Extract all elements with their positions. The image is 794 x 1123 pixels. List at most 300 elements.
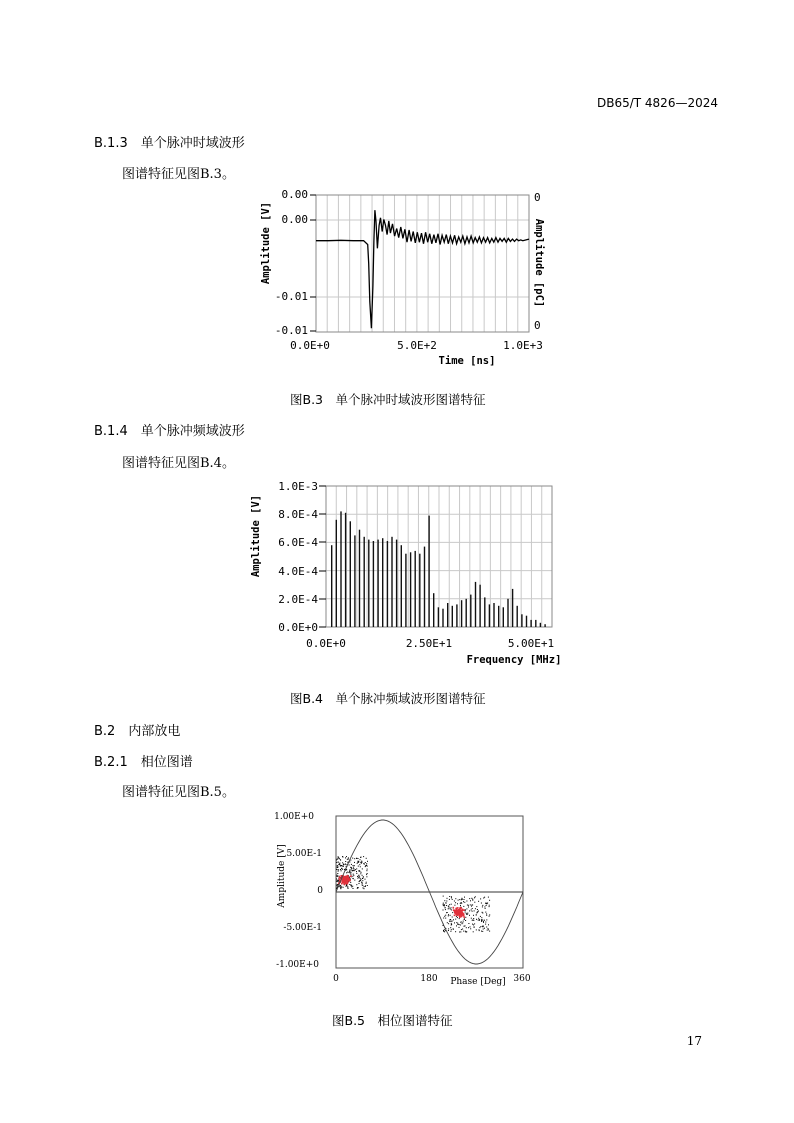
bar [530, 620, 531, 627]
scatter-point [350, 874, 351, 875]
scatter-point [362, 868, 363, 869]
scatter-point [360, 857, 361, 858]
scatter-point [443, 896, 444, 897]
section-heading-b2: B.2 内部放电 [94, 724, 181, 739]
scatter-point [351, 872, 352, 873]
scatter-point [450, 931, 451, 932]
scatter-point [461, 898, 462, 899]
scatter-point [337, 869, 338, 870]
scatter-point-dense [339, 878, 341, 880]
scatter-point [362, 862, 363, 863]
y-tick-label: 8.0E-4 [278, 508, 318, 521]
scatter-point [472, 899, 473, 900]
scatter-point [352, 858, 353, 859]
scatter-point [340, 865, 341, 866]
bar [503, 607, 504, 627]
scatter-point [489, 905, 490, 906]
scatter-point [346, 869, 347, 870]
scatter-point [337, 865, 338, 866]
scatter-point [360, 866, 361, 867]
scatter-point [461, 902, 462, 903]
scatter-point [340, 885, 341, 886]
scatter-point-dense [344, 878, 346, 880]
scatter-point [443, 904, 444, 905]
scatter-point [468, 905, 469, 906]
scatter-point [449, 908, 450, 909]
scatter-point [479, 927, 480, 928]
y-tick-label: 1.0E-3 [278, 480, 318, 493]
scatter-point [457, 924, 458, 925]
scatter-point-dense [463, 915, 465, 917]
scatter-point [357, 888, 358, 889]
x-tick-label: 5.0E+2 [397, 339, 437, 352]
scatter-point [462, 929, 463, 930]
bar [331, 545, 332, 627]
scatter-point [452, 920, 453, 921]
scatter-point [341, 886, 342, 887]
scatter-point [338, 856, 339, 857]
scatter-point [364, 886, 365, 887]
scatter-point [481, 931, 482, 932]
x-axis-label: Time [ns] [438, 355, 496, 367]
section-intro-b14: 图谱特征见图B.4。 [122, 456, 235, 471]
scatter-point [471, 906, 472, 907]
scatter-point [465, 920, 466, 921]
scatter-point [449, 921, 450, 922]
bar [345, 513, 346, 627]
scatter-point [478, 911, 479, 912]
scatter-point [353, 868, 354, 869]
y-tick-label: 5.00E-1 [286, 849, 322, 859]
bar [507, 599, 508, 627]
bar [387, 541, 388, 627]
scatter-point [446, 901, 447, 902]
scatter-point [473, 927, 474, 928]
scatter-point [472, 900, 473, 901]
scatter-point [464, 902, 465, 903]
scatter-point [352, 886, 353, 887]
scatter-point [479, 929, 480, 930]
scatter-point [477, 909, 478, 910]
scatter-point [357, 878, 358, 879]
scatter-point [482, 906, 483, 907]
scatter-point [444, 905, 445, 906]
scatter-point [471, 909, 472, 910]
scatter-point-dense [462, 913, 464, 915]
scatter-point [341, 865, 342, 866]
scatter-point [359, 870, 360, 871]
scatter-point [446, 905, 447, 906]
bar [373, 541, 374, 627]
scatter-point [347, 886, 348, 887]
scatter-point [451, 909, 452, 910]
scatter-point [474, 923, 475, 924]
bar [428, 516, 429, 627]
scatter-point [463, 901, 464, 902]
scatter-point [461, 929, 462, 930]
scatter-point-dense [463, 909, 465, 911]
scatter-point-dense [349, 880, 351, 882]
scatter-point [460, 931, 461, 932]
scatter-point [485, 908, 486, 909]
y-tick-label: 0.00 [281, 213, 308, 226]
bar [479, 585, 480, 627]
scatter-point [478, 920, 479, 921]
scatter-point-dense [457, 911, 459, 913]
scatter-point [448, 914, 449, 915]
x-tick-label: 1.0E+3 [503, 339, 543, 352]
scatter-point [346, 886, 347, 887]
scatter-point [343, 887, 344, 888]
y-axis-label: Amplitude [V] [277, 844, 287, 908]
scatter-point [444, 900, 445, 901]
y-tick-label: -0.01 [274, 290, 308, 303]
scatter-point [466, 901, 467, 902]
page-number: 17 [686, 1034, 702, 1048]
scatter-point [349, 865, 350, 866]
scatter-point [481, 903, 482, 904]
scatter-point [362, 884, 363, 885]
scatter-point [449, 899, 450, 900]
scatter-point [356, 884, 357, 885]
bar [540, 623, 541, 627]
y-tick-label: -0.01 [274, 324, 308, 337]
scatter-point [363, 887, 364, 888]
scatter-point [346, 885, 347, 886]
scatter-point [364, 888, 365, 889]
scatter-point [466, 927, 467, 928]
scatter-point [460, 905, 461, 906]
scatter-point [472, 911, 473, 912]
figure-caption-b5: 图B.5 相位图谱特征 [332, 1013, 453, 1028]
scatter-point [463, 906, 464, 907]
scatter-point [486, 927, 487, 928]
scatter-point [455, 898, 456, 899]
scatter-point [478, 918, 479, 919]
bar [410, 552, 411, 627]
bar [512, 589, 513, 627]
bar [470, 595, 471, 627]
bar [433, 593, 434, 627]
scatter-point [457, 903, 458, 904]
y-axis-label: Amplitude [V] [260, 201, 272, 285]
scatter-point [452, 917, 453, 918]
scatter-point [354, 880, 355, 881]
bar [521, 614, 522, 627]
scatter-point [366, 863, 367, 864]
scatter-point [448, 906, 449, 907]
scatter-point [450, 909, 451, 910]
scatter-point [486, 903, 487, 904]
scatter-point [358, 876, 359, 877]
scatter-point [482, 931, 483, 932]
scatter-point [460, 925, 461, 926]
scatter-point [366, 874, 367, 875]
figure-b5-chart [272, 806, 538, 988]
scatter-point [459, 927, 460, 928]
y-tick-label: -1.00E+0 [276, 960, 319, 970]
scatter-point [363, 876, 364, 877]
y-tick-label: 4.0E-4 [278, 565, 318, 578]
scatter-point-dense [459, 907, 461, 909]
scatter-point [349, 872, 350, 873]
scatter-point [338, 871, 339, 872]
y-tick-label: 0.00 [281, 188, 308, 201]
scatter-point-dense [339, 876, 341, 878]
grid [316, 195, 529, 332]
y-tick-label: 0.0E+0 [278, 621, 318, 634]
scatter-point [445, 918, 446, 919]
scatter-point [459, 924, 460, 925]
y-tick-label: 0 [317, 886, 323, 896]
scatter-point [469, 915, 470, 916]
scatter-point [361, 879, 362, 880]
scatter-point [354, 858, 355, 859]
scatter-point [483, 898, 484, 899]
y-tick-label: -5.00E-1 [283, 923, 322, 933]
scatter-point [475, 908, 476, 909]
scatter-point [474, 897, 475, 898]
scatter-point [470, 904, 471, 905]
scatter-point [459, 918, 460, 919]
figure-caption-b4: 图B.4 单个脉冲频域波形图谱特征 [290, 691, 486, 706]
scatter-point-dense [454, 915, 456, 917]
bar [535, 620, 536, 627]
scatter-point [468, 907, 469, 908]
section-intro-b13: 图谱特征见图B.3。 [122, 167, 235, 182]
scatter-point [341, 870, 342, 871]
scatter-point [451, 929, 452, 930]
scatter-point [354, 865, 355, 866]
scatter-point [358, 877, 359, 878]
scatter-point [365, 862, 366, 863]
scatter-point [489, 914, 490, 915]
scatter-point [346, 872, 347, 873]
scatter-point [454, 905, 455, 906]
x-tick-label: 0 [333, 974, 339, 984]
scatter-point [470, 900, 471, 901]
scatter-point [452, 899, 453, 900]
bar [461, 600, 462, 627]
scatter-point [465, 912, 466, 913]
scatter-point [366, 870, 367, 871]
scatter-point [358, 870, 359, 871]
scatter-point [448, 923, 449, 924]
scatter-point [449, 904, 450, 905]
bar [498, 606, 499, 627]
scatter-point [336, 875, 337, 876]
bar [447, 603, 448, 627]
scatter-point [486, 913, 487, 914]
scatter-point [483, 922, 484, 923]
scatter-point [340, 860, 341, 861]
scatter-point-dense [454, 910, 456, 912]
scatter-point [472, 905, 473, 906]
scatter-point-dense [344, 877, 346, 879]
scatter-point [359, 883, 360, 884]
scatter-point [455, 931, 456, 932]
bar [442, 609, 443, 627]
bar [391, 537, 392, 627]
scatter-point [443, 910, 444, 911]
scatter-point [339, 864, 340, 865]
scatter-point [352, 878, 353, 879]
scatter-point [353, 865, 354, 866]
scatter-point [353, 870, 354, 871]
scatter-point [487, 930, 488, 931]
y-axis-label: Amplitude [V] [250, 494, 262, 578]
section-intro-b21: 图谱特征见图B.5。 [122, 785, 235, 800]
section-heading-b21: B.2.1 相位图谱 [94, 755, 193, 770]
bar [359, 530, 360, 627]
scatter-point [470, 926, 471, 927]
scatter-point [444, 916, 445, 917]
y-tick-label: 1.00E+0 [274, 812, 314, 822]
scatter-point [353, 874, 354, 875]
scatter-point [452, 912, 453, 913]
scatter-point [345, 864, 346, 865]
y-right-tick-label: 0 [534, 191, 541, 204]
scatter-point [459, 899, 460, 900]
bar [466, 599, 467, 627]
scatter-point [464, 919, 465, 920]
scatter-point [367, 885, 368, 886]
x-axis-label: Phase [Deg] [450, 977, 506, 987]
scatter-point [473, 918, 474, 919]
x-tick-label: 180 [420, 974, 438, 984]
scatter-point [453, 919, 454, 920]
figure-b4-chart [244, 476, 574, 672]
scatter-point [469, 898, 470, 899]
scatter-point [449, 919, 450, 920]
scatter-point [445, 902, 446, 903]
bar [438, 607, 439, 627]
scatter-point [366, 876, 367, 877]
scatter-point [481, 917, 482, 918]
scatter-point [360, 880, 361, 881]
scatter-point [358, 858, 359, 859]
scatter-point [466, 932, 467, 933]
scatter-point [463, 921, 464, 922]
scatter-point [466, 913, 467, 914]
scatter-point [480, 898, 481, 899]
scatter-point [453, 929, 454, 930]
scatter-point [355, 869, 356, 870]
scatter-point [366, 883, 367, 884]
standard-number: DB65/T 4826—2024 [596, 96, 718, 110]
scatter-point [343, 864, 344, 865]
section-heading-b13: B.1.3 单个脉冲时域波形 [94, 136, 245, 151]
scatter-point [445, 907, 446, 908]
scatter-point [345, 861, 346, 862]
scatter-point [351, 867, 352, 868]
scatter-point [445, 915, 446, 916]
scatter-point [354, 862, 355, 863]
scatter-point [471, 918, 472, 919]
scatter-point [468, 923, 469, 924]
scatter-point [359, 864, 360, 865]
bar [489, 604, 490, 627]
scatter-point [483, 929, 484, 930]
scatter-point [351, 885, 352, 886]
bar [484, 597, 485, 627]
scatter-point [353, 888, 354, 889]
y-tick-label: 6.0E-4 [278, 536, 318, 549]
scatter-point [351, 864, 352, 865]
scatter-point [356, 868, 357, 869]
scatter-point [466, 908, 467, 909]
scatter-point [349, 870, 350, 871]
bar [364, 537, 365, 627]
scatter-point [475, 896, 476, 897]
bar [354, 535, 355, 627]
scatter-point [460, 903, 461, 904]
scatter-point [462, 922, 463, 923]
scatter-point [479, 919, 480, 920]
scatter-point [339, 863, 340, 864]
scatter-point [456, 925, 457, 926]
scatter-point [342, 862, 343, 863]
scatter-point [482, 920, 483, 921]
scatter-point-dense [344, 881, 346, 883]
scatter-point [336, 879, 337, 880]
scatter-point [489, 906, 490, 907]
scatter-point [488, 924, 489, 925]
scatter-point [365, 879, 366, 880]
scatter-point [361, 861, 362, 862]
scatter-point [367, 869, 368, 870]
scatter-point [488, 897, 489, 898]
scatter-point [488, 928, 489, 929]
bar [368, 540, 369, 627]
scatter-point [451, 897, 452, 898]
scatter-point-dense [340, 875, 342, 877]
scatter-point [347, 872, 348, 873]
scatter-point [365, 865, 366, 866]
series-line [316, 210, 529, 328]
scatter-point [336, 859, 337, 860]
bar [419, 554, 420, 627]
scatter-point [458, 900, 459, 901]
scatter-point [340, 887, 341, 888]
scatter-point-dense [459, 915, 461, 917]
scatter-point [336, 869, 337, 870]
scatter-point [454, 922, 455, 923]
scatter-point [478, 901, 479, 902]
scatter-point [476, 929, 477, 930]
bar [544, 624, 545, 627]
scatter-point [454, 901, 455, 902]
scatter-point [480, 926, 481, 927]
scatter-point [367, 873, 368, 874]
scatter-point [336, 862, 337, 863]
scatter-point [465, 917, 466, 918]
plot-frame [316, 195, 529, 332]
scatter-point [356, 873, 357, 874]
scatter-point [464, 926, 465, 927]
scatter-point [480, 916, 481, 917]
scatter-point [352, 876, 353, 877]
scatter-point [346, 856, 347, 857]
scatter-point [464, 899, 465, 900]
x-tick-label: 2.50E+1 [405, 637, 453, 650]
scatter-point [448, 908, 449, 909]
scatter-point [362, 878, 363, 879]
y-right-axis-label: Amplitude [pC] [533, 218, 545, 308]
scatter-point [348, 888, 349, 889]
scatter-point [476, 912, 477, 913]
scatter-point [463, 931, 464, 932]
